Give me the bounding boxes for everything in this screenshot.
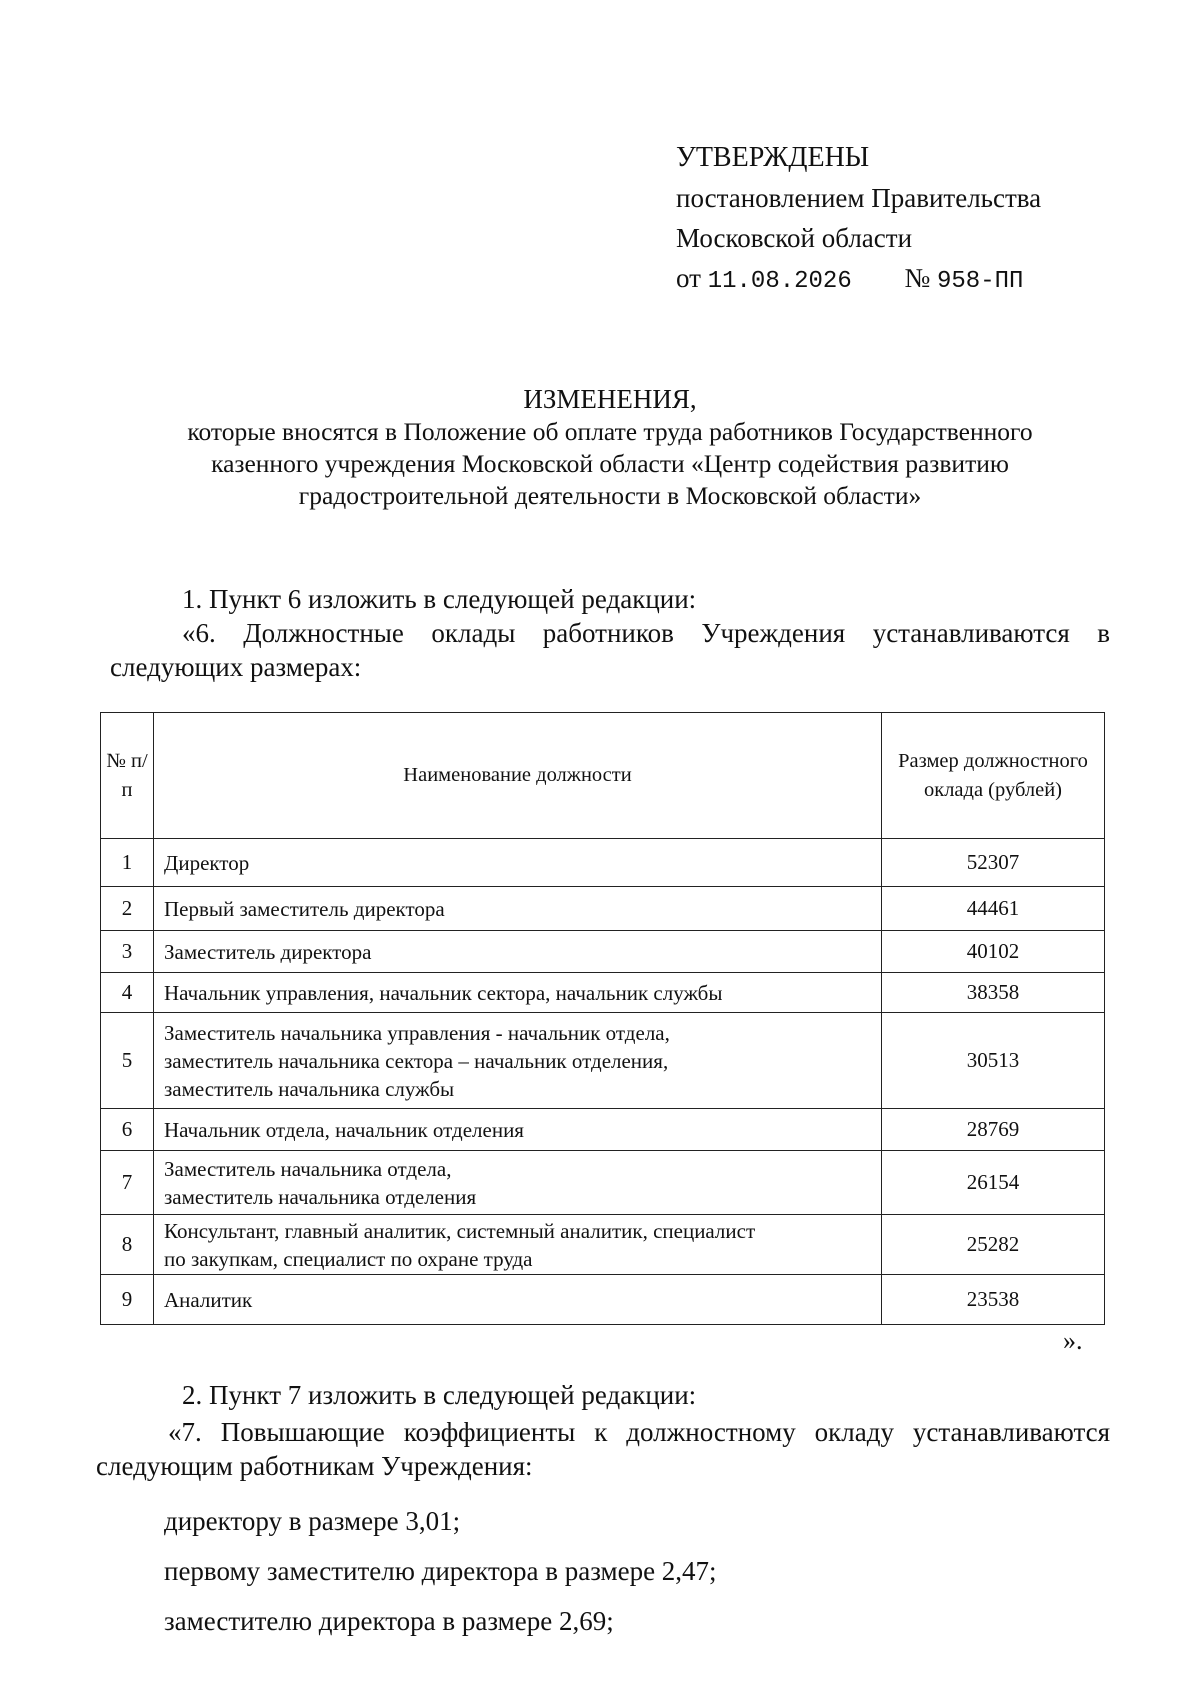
row-salary: 52307 <box>882 839 1105 887</box>
salary-table <box>100 712 1105 1325</box>
row-name-line: заместитель начальника сектора – начальник отделения, <box>164 1048 669 1073</box>
row-salary: 38358 <box>882 973 1105 1013</box>
table-row <box>101 839 1105 887</box>
row-num: 7 <box>101 1151 154 1215</box>
row-salary: 25282 <box>882 1215 1105 1275</box>
row-num: 4 <box>101 973 154 1013</box>
table-row <box>101 1215 1105 1275</box>
approval-line-2: Московской области <box>676 223 913 253</box>
row-salary: 30513 <box>882 1013 1105 1109</box>
row-name <box>154 1013 882 1109</box>
table-header-row <box>101 713 1105 839</box>
row-name-line: Консультант, главный аналитик, системный аналитик, специалист <box>164 1218 756 1243</box>
row-num: 8 <box>101 1215 154 1275</box>
row-name: Аналитик <box>154 1275 882 1325</box>
title-line-1: которые вносятся в Положение об оплате труда работников Государственного <box>187 417 1033 446</box>
table-row <box>101 887 1105 931</box>
header-salary: Размер должностного оклада (рублей) <box>882 713 1105 839</box>
title-heading: ИЗМЕНЕНИЯ, <box>523 384 697 414</box>
row-salary: 40102 <box>882 931 1105 973</box>
table-row <box>101 1109 1105 1151</box>
approval-line-1: постановлением Правительства <box>676 183 1042 213</box>
row-name: Начальник управления, начальник сектора, начальник службы <box>154 973 882 1013</box>
header-name: Наименование должности <box>154 713 882 839</box>
table-row <box>101 1275 1105 1325</box>
row-name: Первый заместитель директора <box>154 887 882 931</box>
row-salary: 23538 <box>882 1275 1105 1325</box>
approval-date: 11.08.2026 <box>707 268 852 295</box>
title-line-3: градостроительной деятельности в Московской области» <box>298 481 922 510</box>
list-item: первому заместителю директора в размере 2,47; <box>164 1556 717 1586</box>
row-num: 1 <box>101 839 154 887</box>
approved-label: УТВЕРЖДЕНЫ <box>676 142 870 173</box>
row-name-line: заместитель начальника службы <box>164 1076 455 1101</box>
number-sign: № <box>904 263 931 293</box>
approval-date-line <box>676 258 1041 302</box>
row-num: 2 <box>101 887 154 931</box>
row-name-line: Заместитель начальника управления - начальник отдела, <box>164 1020 670 1045</box>
table-row <box>101 1151 1105 1215</box>
row-salary: 44461 <box>882 887 1105 931</box>
row-name-line: заместитель начальника отделения <box>164 1184 477 1209</box>
row-salary: 26154 <box>882 1151 1105 1215</box>
approval-block <box>676 138 1041 302</box>
row-num: 5 <box>101 1013 154 1109</box>
row-num: 9 <box>101 1275 154 1325</box>
list-item: директору в размере 3,01; <box>164 1506 461 1536</box>
section-2-intro: 2. Пункт 7 изложить в следующей редакции: <box>182 1380 697 1410</box>
table-row <box>101 973 1105 1013</box>
table-row <box>101 1013 1105 1109</box>
from-label: от <box>676 263 701 293</box>
row-name-line: Заместитель начальника отдела, <box>164 1156 452 1181</box>
table-row <box>101 931 1105 973</box>
row-salary: 28769 <box>882 1109 1105 1151</box>
row-name-line: по закупкам, специалист по охране труда <box>164 1246 533 1271</box>
row-num: 3 <box>101 931 154 973</box>
header-num: № п/п <box>101 713 154 839</box>
row-num: 6 <box>101 1109 154 1151</box>
row-name: Заместитель директора <box>154 931 882 973</box>
list-item: заместителю директора в размере 2,69; <box>164 1606 614 1636</box>
row-name: Начальник отдела, начальник отделения <box>154 1109 882 1151</box>
row-name <box>154 1215 882 1275</box>
row-name: Директор <box>154 839 882 887</box>
section-2-text: «7. Повышающие коэффициенты к должностному окладу устанавливаются следующим работникам Учреждения: <box>96 1417 1110 1481</box>
section-1-intro: 1. Пункт 6 изложить в следующей редакции: <box>182 584 697 614</box>
closing-quote: ». <box>1063 1326 1083 1355</box>
approval-number: 958-ПП <box>937 268 1024 295</box>
document-title <box>110 383 1110 512</box>
section-1-text: «6. Должностные оклады работников Учреждения устанавливаются в следующих размерах: <box>110 618 1110 682</box>
row-name <box>154 1151 882 1215</box>
title-line-2: казенного учреждения Московской области «Центр содействия развитию <box>211 449 1009 478</box>
